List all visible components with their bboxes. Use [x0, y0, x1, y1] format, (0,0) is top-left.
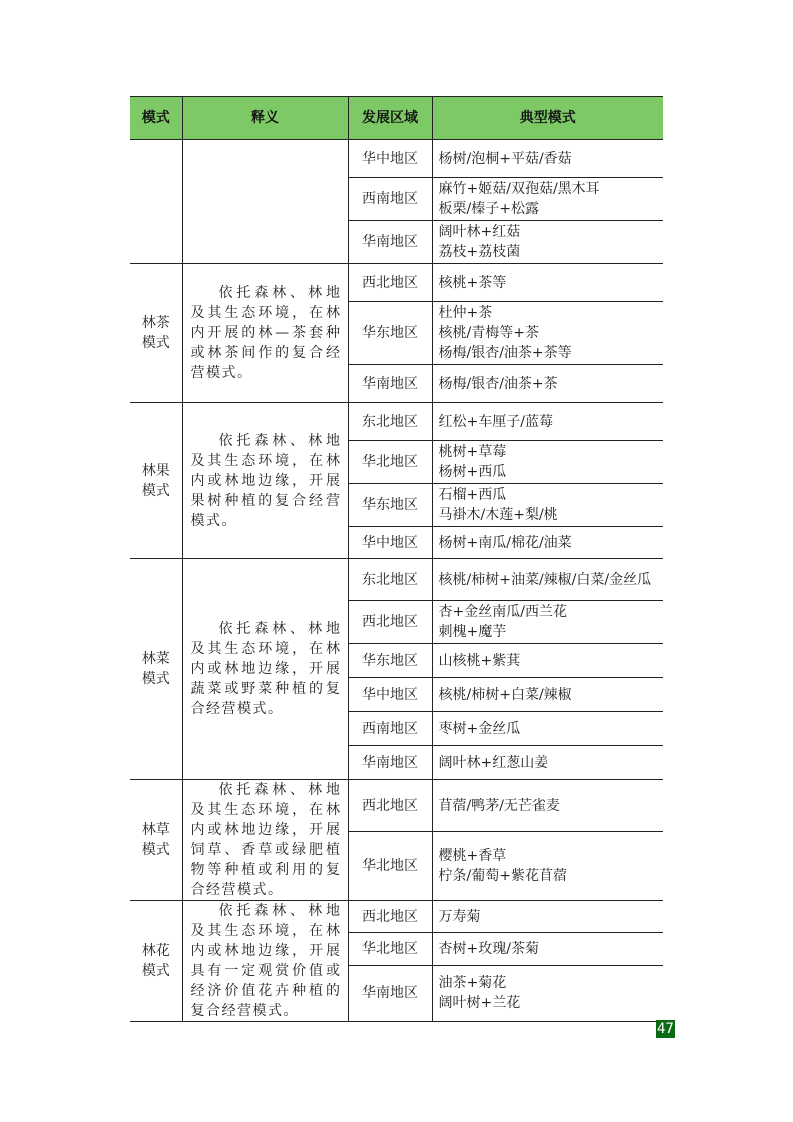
typical-mode-line: 红松+车厘子/蓝莓: [438, 413, 553, 430]
typical-mode-line: 万寿菊: [438, 908, 481, 925]
typical-mode-line: 石榴+西瓜: [438, 487, 507, 503]
region-cell: 华北地区: [348, 832, 432, 901]
region-cell: 华南地区: [348, 746, 432, 780]
typical-mode-line: 板栗/榛子+松露: [438, 201, 539, 217]
typical-mode-line: 杜仲+茶: [438, 305, 493, 321]
table-row: [130, 264, 663, 302]
mode-cell: 林草模式: [130, 780, 182, 901]
table-header-row: [130, 97, 663, 140]
typical-mode-cell: [432, 484, 663, 527]
typical-mode-line: 核桃/青梅等+茶: [438, 325, 539, 341]
mode-cell: 林花模式: [130, 901, 182, 1022]
typical-mode-line: 杨树+西瓜: [438, 464, 507, 480]
region-cell: 华北地区: [348, 933, 432, 965]
region-cell: 西北地区: [348, 780, 432, 832]
region-cell: 华南地区: [348, 365, 432, 403]
typical-mode-line: 阔叶林+红菇: [438, 224, 521, 240]
typical-mode-cell: [432, 832, 663, 901]
meaning-text: 依托森林、林地及其生态环境，在林内或林地边缘，开展饲草、香草或绿肥植物等种植或利用的复合经营模式。: [190, 782, 342, 898]
typical-mode-cell: [432, 527, 663, 559]
typical-mode-line: 樱桃+香草: [438, 848, 507, 865]
region-cell: 华中地区: [348, 140, 432, 178]
mode-cell: 林菜模式: [130, 559, 182, 780]
meaning-text: 依托森林、林地及其生态环境，在林内或林地边缘，开展果树种植的复合经营模式。: [190, 432, 342, 529]
typical-mode-cell: [432, 302, 663, 365]
typical-mode-cell: [432, 746, 663, 780]
typical-mode-cell: [432, 965, 663, 1021]
region-cell: 华南地区: [348, 965, 432, 1021]
typical-mode-line: 桃树+草莓: [438, 444, 507, 460]
typical-mode-cell: [432, 403, 663, 441]
typical-mode-line: 核桃+茶等: [438, 274, 507, 291]
mode-cell: [130, 140, 182, 264]
meaning-text: 依托森林、林地及其生态环境，在林内开展的林—茶套种或林茶间作的复合经营模式。: [190, 285, 342, 381]
typical-mode-line: 杨树/泡桐+平菇/香菇: [438, 150, 572, 167]
table-row: [130, 559, 663, 601]
meaning-cell: [182, 780, 348, 901]
typical-mode-cell: [432, 780, 663, 832]
typical-mode-line: 山核桃+紫萁: [438, 652, 521, 669]
typical-mode-line: 枣树+金丝瓜: [438, 720, 521, 737]
region-cell: 华南地区: [348, 221, 432, 264]
typical-mode-cell: [432, 365, 663, 403]
meaning-cell: [182, 403, 348, 559]
typical-mode-line: 核桃/柿树+白菜/辣椒: [438, 686, 572, 703]
table-body: [130, 140, 663, 1022]
table-row: [130, 140, 663, 178]
typical-mode-cell: [432, 901, 663, 933]
table-row: [130, 901, 663, 933]
region-cell: 华北地区: [348, 441, 432, 484]
table-row: [130, 403, 663, 441]
agroforestry-modes-table: [130, 96, 663, 1022]
region-cell: 华东地区: [348, 302, 432, 365]
region-cell: 华中地区: [348, 527, 432, 559]
typical-mode-line: 杨树+南瓜/棉花/油菜: [438, 534, 572, 551]
region-cell: 华中地区: [348, 678, 432, 712]
region-cell: 华东地区: [348, 484, 432, 527]
meaning-text: 依托森林、林地及其生态环境，在林内或林地边缘，开展具有一定观赏价值或经济价值花卉种植的复合经营模式。: [190, 903, 342, 1019]
typical-mode-line: 荔枝+荔枝菌: [438, 244, 521, 260]
meaning-cell: [182, 264, 348, 403]
typical-mode-line: 麻竹+姬菇/双孢菇/黑木耳: [438, 181, 600, 197]
typical-mode-line: 油茶+菊花: [438, 975, 507, 992]
region-cell: 东北地区: [348, 403, 432, 441]
meaning-text: 依托森林、林地及其生态环境，在林内或林地边缘，开展蔬菜或野菜种植的复合经营模式。: [190, 621, 342, 717]
meaning-cell: [182, 559, 348, 780]
typical-mode-cell: [432, 678, 663, 712]
mode-cell: 林茶模式: [130, 264, 182, 403]
meaning-cell: [182, 140, 348, 264]
region-cell: 华东地区: [348, 644, 432, 678]
typical-mode-cell: [432, 601, 663, 644]
header-mode: 模式: [130, 97, 182, 140]
typical-mode-line: 杨梅/银杏/油茶+茶等: [438, 345, 572, 361]
typical-mode-line: 刺槐+魔芋: [438, 624, 507, 640]
typical-mode-cell: [432, 933, 663, 965]
typical-mode-cell: [432, 441, 663, 484]
table-row: [130, 780, 663, 832]
typical-mode-line: 柠条/葡萄+紫花苜蓿: [438, 868, 567, 885]
typical-mode-line: 马褂木/木莲+梨/桃: [438, 507, 558, 523]
typical-mode-line: 阔叶树+兰花: [438, 995, 521, 1012]
typical-mode-cell: [432, 712, 663, 746]
typical-mode-cell: [432, 644, 663, 678]
region-cell: 西北地区: [348, 264, 432, 302]
typical-mode-cell: [432, 140, 663, 178]
region-cell: 西北地区: [348, 901, 432, 933]
typical-mode-line: 杏+金丝南瓜/西兰花: [438, 604, 567, 620]
region-cell: 西南地区: [348, 178, 432, 221]
typical-mode-cell: [432, 264, 663, 302]
typical-mode-cell: [432, 559, 663, 601]
typical-mode-line: 核桃/柿树+油菜/辣椒/白菜/金丝瓜: [438, 571, 652, 588]
header-region: 发展区域: [348, 97, 432, 140]
header-meaning: 释义: [182, 97, 348, 140]
typical-mode-line: 杏树+玫瑰/茶菊: [438, 940, 539, 957]
typical-mode-line: 阔叶林+红葱山姜: [438, 754, 549, 771]
meaning-cell: [182, 901, 348, 1022]
typical-mode-cell: [432, 221, 663, 264]
typical-mode-cell: [432, 178, 663, 221]
typical-mode-line: 杨梅/银杏/油茶+茶: [438, 375, 558, 392]
region-cell: 西南地区: [348, 712, 432, 746]
region-cell: 西北地区: [348, 601, 432, 644]
mode-cell: 林果模式: [130, 403, 182, 559]
region-cell: 东北地区: [348, 559, 432, 601]
typical-mode-line: 苜蓿/鸭茅/无芒雀麦: [438, 797, 560, 814]
page-number: 47: [657, 1021, 674, 1037]
header-typical: 典型模式: [432, 97, 663, 140]
